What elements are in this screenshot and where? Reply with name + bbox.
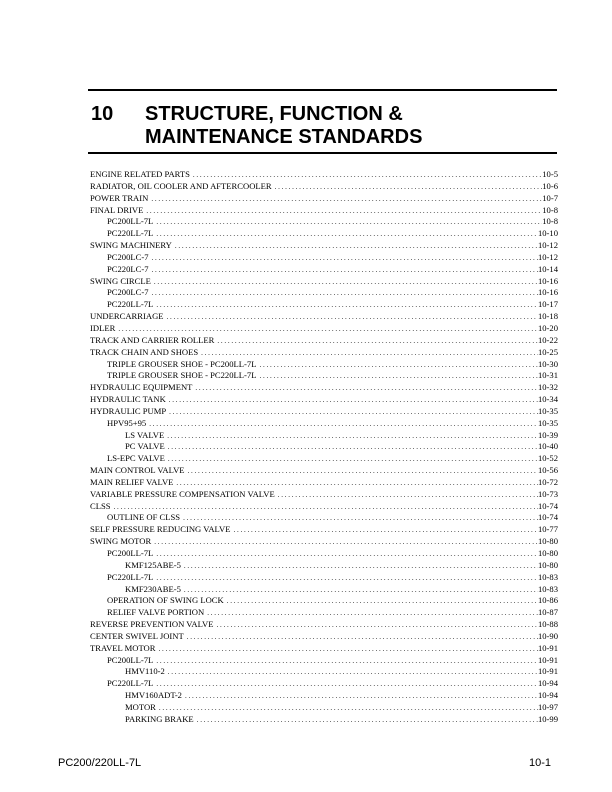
toc-entry-label: PC200LL-7L xyxy=(107,216,154,227)
toc-entry[interactable] xyxy=(90,607,558,619)
toc-leader-dots xyxy=(149,254,538,262)
toc-entry[interactable] xyxy=(90,536,558,548)
toc-entry-page: 10-25 xyxy=(537,346,558,357)
toc-entry-page: 10-32 xyxy=(537,382,558,393)
toc-entry[interactable] xyxy=(90,453,558,465)
toc-entry-page: 10-12 xyxy=(537,251,558,262)
toc-entry[interactable] xyxy=(90,382,558,394)
toc-entry-page: 10-34 xyxy=(537,394,558,405)
toc-leader-dots xyxy=(214,337,538,345)
toc-entry[interactable] xyxy=(90,678,558,690)
header-top-rule xyxy=(88,89,557,91)
chapter-number: 10 xyxy=(91,103,114,125)
toc-leader-dots xyxy=(181,586,538,594)
toc-leader-dots xyxy=(153,550,538,558)
toc-entry-page: 10-40 xyxy=(537,441,558,452)
toc-entry-page: 10-35 xyxy=(537,417,558,428)
toc-entry-label: ENGINE RELATED PARTS xyxy=(90,169,190,179)
toc-leader-dots xyxy=(182,692,538,700)
toc-leader-dots xyxy=(146,420,538,428)
toc-leader-dots xyxy=(115,325,538,333)
toc-entry-label: MOTOR xyxy=(125,701,156,712)
toc-entry-label: HYDRAULIC EQUIPMENT xyxy=(90,382,193,393)
toc-entry[interactable] xyxy=(90,406,558,418)
toc-entry-page: 10-12 xyxy=(537,240,558,251)
toc-entry[interactable] xyxy=(90,655,558,667)
toc-entry[interactable] xyxy=(90,512,558,524)
toc-entry-page: 10-17 xyxy=(537,299,558,310)
toc-entry[interactable] xyxy=(90,465,558,477)
toc-entry[interactable] xyxy=(90,666,558,678)
toc-entry[interactable] xyxy=(90,489,558,501)
toc-entry[interactable] xyxy=(90,193,558,205)
toc-entry-label: VARIABLE PRESSURE COMPENSATION VALVE xyxy=(90,488,275,499)
toc-entry-page: 10-91 xyxy=(537,654,558,665)
toc-entry-page: 10-31 xyxy=(537,370,558,381)
toc-entry-page: 10-87 xyxy=(537,607,558,618)
toc-entry-page: 10-88 xyxy=(537,619,558,630)
toc-entry-page: 10-5 xyxy=(542,169,558,179)
toc-leader-dots xyxy=(153,301,538,309)
toc-entry-label: RADIATOR, OIL COOLER AND AFTERCOOLER xyxy=(90,180,272,191)
toc-entry-label: KMF125ABE-5 xyxy=(125,559,181,570)
toc-leader-dots xyxy=(149,289,538,297)
toc-entry-label: UNDERCARRIAGE xyxy=(90,311,164,322)
toc-entry[interactable] xyxy=(90,631,558,643)
toc-entry-label: SELF PRESSURE REDUCING VALVE xyxy=(90,524,231,535)
toc-entry-page: 10-30 xyxy=(537,358,558,369)
toc-leader-dots xyxy=(148,195,542,203)
toc-entry-label: SWING CIRCLE xyxy=(90,275,151,286)
toc-entry[interactable] xyxy=(90,690,558,702)
toc-entry-page: 10-10 xyxy=(537,228,558,239)
toc-entry-label: TRIPLE GROUSER SHOE - PC220LL-7L xyxy=(107,370,257,381)
toc-leader-dots xyxy=(172,242,538,250)
toc-entry-label: SWING MACHINERY xyxy=(90,240,172,251)
toc-entry-label: OPERATION OF SWING LOCK xyxy=(107,595,224,606)
toc-entry[interactable] xyxy=(90,347,558,359)
toc-leader-dots xyxy=(214,621,538,629)
toc-entry-page: 10-39 xyxy=(537,429,558,440)
toc-entry[interactable] xyxy=(90,240,558,252)
toc-leader-dots xyxy=(111,503,538,511)
toc-entry[interactable] xyxy=(90,619,558,631)
toc-entry[interactable] xyxy=(90,572,558,584)
toc-entry-label: HPV95+95 xyxy=(107,417,147,428)
toc-entry-label: CENTER SWIVEL JOINT xyxy=(90,630,184,641)
toc-leader-dots xyxy=(256,372,537,380)
toc-leader-dots xyxy=(164,432,538,440)
toc-entry-page: 10-74 xyxy=(537,500,558,511)
toc-entry-page: 10-16 xyxy=(537,275,558,286)
toc-leader-dots xyxy=(164,313,538,321)
toc-entry-page: 10-83 xyxy=(537,583,558,594)
toc-entry-page: 10-83 xyxy=(537,571,558,582)
toc-leader-dots xyxy=(166,408,538,416)
toc-entry-page: 10-14 xyxy=(537,263,558,274)
toc-leader-dots xyxy=(153,230,538,238)
toc-leader-dots xyxy=(165,443,538,451)
toc-entry-label: HMV110-2 xyxy=(125,666,165,677)
toc-leader-dots xyxy=(165,668,538,676)
toc-entry-label: PC220LL-7L xyxy=(107,228,154,239)
toc-leader-dots xyxy=(224,597,538,605)
toc-entry-page: 10-86 xyxy=(537,595,558,606)
toc-entry-label: PC200LL-7L xyxy=(107,654,154,665)
toc-entry-label: HYDRAULIC PUMP xyxy=(90,405,167,416)
toc-entry-page: 10-80 xyxy=(537,536,558,547)
toc-leader-dots xyxy=(151,278,538,286)
toc-entry[interactable] xyxy=(90,548,558,560)
toc-entry-page: 10-56 xyxy=(537,465,558,476)
chapter-title xyxy=(145,103,545,149)
toc-entry-page: 10-74 xyxy=(537,512,558,523)
chapter-title-line-1: STRUCTURE, FUNCTION & xyxy=(145,103,403,125)
toc-entry-label: OUTLINE OF CLSS xyxy=(107,512,181,523)
toc-entry-label: PC200LC-7 xyxy=(107,287,149,298)
toc-entry-page: 10-8 xyxy=(542,204,558,215)
toc-entry-label: REVERSE PREVENTION VALVE xyxy=(90,619,214,630)
toc-entry-label: MAIN CONTROL VALVE xyxy=(90,465,185,476)
toc-entry-label: PC200LC-7 xyxy=(107,251,149,262)
toc-leader-dots xyxy=(143,207,542,215)
toc-entry-page: 10-8 xyxy=(542,216,558,227)
toc-entry-page: 10-7 xyxy=(542,192,558,203)
toc-entry-page: 10-35 xyxy=(537,405,558,416)
chapter-title-line-2: MAINTENANCE STANDARDS xyxy=(145,126,423,148)
toc-entry[interactable] xyxy=(90,501,558,513)
toc-entry[interactable] xyxy=(90,394,558,406)
toc-entry-label: FINAL DRIVE xyxy=(90,204,144,215)
toc-entry-label: PC VALVE xyxy=(125,441,165,452)
toc-entry[interactable] xyxy=(90,276,558,288)
toc-leader-dots xyxy=(185,467,538,475)
toc-entry[interactable] xyxy=(90,584,558,596)
toc-leader-dots xyxy=(275,491,538,499)
toc-entry-page: 10-52 xyxy=(537,453,558,464)
toc-entry[interactable] xyxy=(90,441,558,453)
footer-page-number: 10-1 xyxy=(528,757,551,769)
toc-leader-dots xyxy=(180,514,538,522)
toc-leader-dots xyxy=(184,633,538,641)
toc-leader-dots xyxy=(192,384,538,392)
toc-entry-label: HYDRAULIC TANK xyxy=(90,394,166,405)
toc-entry-label: POWER TRAIN xyxy=(90,192,149,203)
table-of-contents xyxy=(90,169,558,726)
toc-entry[interactable] xyxy=(90,323,558,335)
toc-leader-dots xyxy=(173,479,538,487)
toc-leader-dots xyxy=(256,361,537,369)
toc-entry-label: TRIPLE GROUSER SHOE - PC200LL-7L xyxy=(107,358,257,369)
toc-entry[interactable] xyxy=(90,169,558,181)
toc-entry[interactable] xyxy=(90,595,558,607)
toc-entry[interactable] xyxy=(90,477,558,489)
toc-entry[interactable] xyxy=(90,228,558,240)
toc-entry-label: IDLER xyxy=(90,322,116,333)
toc-entry[interactable] xyxy=(90,287,558,299)
toc-entry-page: 10-72 xyxy=(537,476,558,487)
toc-entry-page: 10-73 xyxy=(537,488,558,499)
toc-entry-label: PC220LL-7L xyxy=(107,571,154,582)
toc-entry-label: PC220LC-7 xyxy=(107,263,149,274)
toc-entry[interactable] xyxy=(90,643,558,655)
toc-leader-dots xyxy=(149,266,538,274)
toc-entry-label: KMF230ABE-5 xyxy=(125,583,181,594)
toc-entry[interactable] xyxy=(90,714,558,726)
toc-entry[interactable] xyxy=(90,560,558,572)
toc-entry-label: PC220LL-7L xyxy=(107,299,154,310)
toc-entry-label: PC220LL-7L xyxy=(107,678,154,689)
toc-entry[interactable] xyxy=(90,370,558,382)
toc-entry-label: CLSS xyxy=(90,500,111,511)
toc-entry[interactable] xyxy=(90,418,558,430)
toc-entry[interactable] xyxy=(90,311,558,323)
toc-entry-label: MAIN RELIEF VALVE xyxy=(90,476,174,487)
toc-entry-label: TRAVEL MOTOR xyxy=(90,642,156,653)
toc-entry[interactable] xyxy=(90,524,558,536)
toc-entry-page: 10-91 xyxy=(537,666,558,677)
footer-model: PC200/220LL-7L xyxy=(58,757,142,769)
toc-entry-page: 10-99 xyxy=(537,713,558,724)
toc-entry-page: 10-94 xyxy=(537,678,558,689)
toc-leader-dots xyxy=(153,574,538,582)
toc-leader-dots xyxy=(181,562,538,570)
toc-entry-label: HMV160ADT-2 xyxy=(125,690,182,701)
toc-leader-dots xyxy=(190,171,542,179)
toc-entry-label: RELIEF VALVE PORTION xyxy=(107,607,205,618)
toc-entry[interactable] xyxy=(90,216,558,228)
toc-entry[interactable] xyxy=(90,299,558,311)
toc-entry-page: 10-91 xyxy=(537,642,558,653)
toc-entry-label: SWING MOTOR xyxy=(90,536,152,547)
toc-entry[interactable] xyxy=(90,430,558,442)
toc-entry-page: 10-18 xyxy=(537,311,558,322)
toc-entry-label: PC200LL-7L xyxy=(107,548,154,558)
toc-entry-page: 10-20 xyxy=(537,322,558,333)
header-bottom-rule xyxy=(88,152,557,154)
toc-leader-dots xyxy=(153,218,542,226)
toc-leader-dots xyxy=(194,716,538,724)
toc-entry-label: LS VALVE xyxy=(125,429,165,440)
toc-leader-dots xyxy=(153,680,538,688)
toc-entry-page: 10-16 xyxy=(537,287,558,298)
toc-entry[interactable] xyxy=(90,264,558,276)
toc-entry[interactable] xyxy=(90,181,558,193)
toc-entry[interactable] xyxy=(90,702,558,714)
toc-entry-page: 10-22 xyxy=(537,334,558,345)
toc-entry[interactable] xyxy=(90,335,558,347)
toc-leader-dots xyxy=(156,704,538,712)
toc-entry-page: 10-90 xyxy=(537,630,558,641)
toc-entry-page: 10-94 xyxy=(537,690,558,701)
toc-leader-dots xyxy=(272,183,543,191)
toc-leader-dots xyxy=(153,657,538,665)
toc-leader-dots xyxy=(230,526,537,534)
toc-entry[interactable] xyxy=(90,205,558,217)
toc-entry-page: 10-80 xyxy=(537,559,558,570)
toc-leader-dots xyxy=(198,349,538,357)
toc-entry-page: 10-97 xyxy=(537,701,558,712)
toc-entry[interactable] xyxy=(90,252,558,264)
toc-entry[interactable] xyxy=(90,359,558,371)
toc-entry-label: LS-EPC VALVE xyxy=(107,453,165,464)
toc-leader-dots xyxy=(165,455,538,463)
toc-leader-dots xyxy=(166,396,538,404)
toc-entry-page: 10-6 xyxy=(542,180,558,191)
toc-entry-label: TRACK CHAIN AND SHOES xyxy=(90,346,199,357)
toc-entry-page: 10-77 xyxy=(537,524,558,535)
toc-entry-page: 10-80 xyxy=(537,548,558,558)
toc-entry-label: TRACK AND CARRIER ROLLER xyxy=(90,334,215,345)
toc-leader-dots xyxy=(151,538,538,546)
toc-leader-dots xyxy=(156,645,538,653)
toc-entry-label: PARKING BRAKE xyxy=(125,713,194,724)
toc-leader-dots xyxy=(204,609,538,617)
